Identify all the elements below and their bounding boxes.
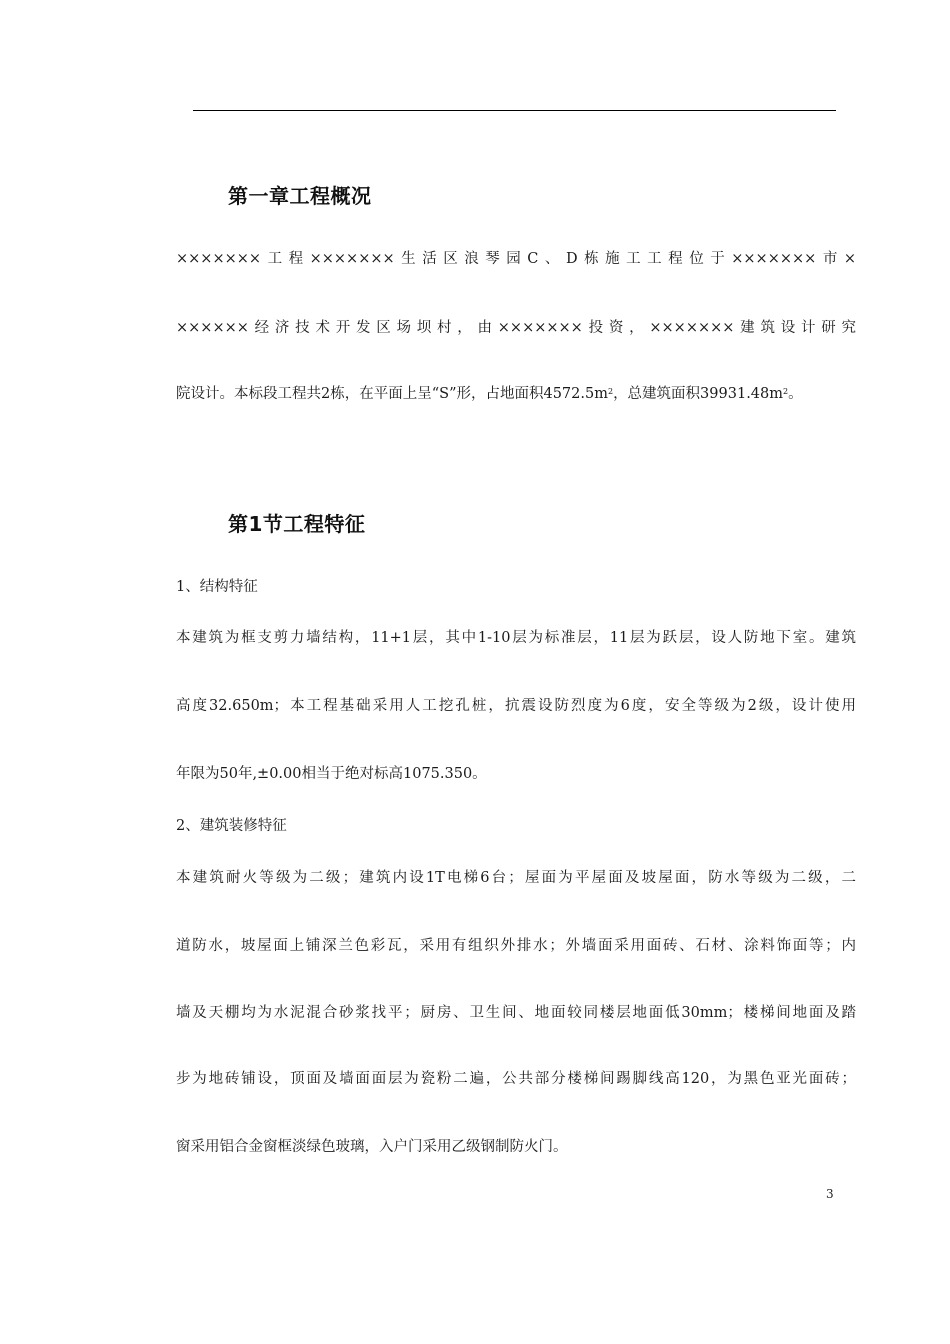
decoration-line-3: 墙及天棚均为水泥混合砂浆找平；厨房、卫生间、地面较同楼层地面低30mm；楼梯间地面及踏	[176, 1005, 856, 1021]
decoration-title: 2、建筑装修特征	[176, 818, 287, 834]
structure-title: 1、结构特征	[176, 579, 258, 595]
header-rule	[193, 110, 836, 111]
decoration-line-1: 本建筑耐火等级为二级；建筑内设1T电梯6台；屋面为平屋面及坡屋面，防水等级为二级，二	[176, 870, 856, 886]
overview-line-3-text-a: 院设计。本标段工程共2栋，在平面上呈“S”形，占地面积4572.5m	[176, 386, 608, 402]
page-number: 3	[826, 1187, 834, 1201]
decoration-line-4: 步为地砖铺设，顶面及墙面面层为瓷粉二遍，公共部分楼梯间踢脚线高120，为黑色亚光面砖；	[176, 1071, 856, 1087]
overview-line-3-text-c: 。	[788, 386, 803, 402]
overview-line-1: ×××××××工程×××××××生活区浪琴园C、D栋施工工程位于×××××××市×	[176, 251, 856, 267]
decoration-line-2: 道防水，坡屋面上铺深兰色彩瓦，采用有组织外排水；外墙面采用面砖、石材、涂料饰面等；内	[176, 938, 856, 954]
overview-line-3	[176, 384, 856, 404]
superscript-2-b: 2	[783, 387, 789, 396]
chapter-heading: 第一章工程概况	[228, 184, 372, 208]
section-heading: 第1节工程特征	[228, 512, 366, 536]
superscript-2-a: 2	[607, 387, 614, 396]
decoration-line-5: 窗采用铝合金窗框淡绿色玻璃，入户门采用乙级钢制防火门。	[176, 1139, 568, 1155]
structure-line-1: 本建筑为框支剪力墙结构，11+1层，其中1-10层为标准层，11层为跃层，设人防地下室。建筑	[176, 630, 856, 646]
structure-line-3: 年限为50年,±0.00相当于绝对标高1075.350。	[176, 766, 487, 782]
overview-line-3-text-b: ，总建筑面积39931.48m	[613, 386, 783, 402]
structure-line-2: 高度32.650m；本工程基础采用人工挖孔桩，抗震设防烈度为6度，安全等级为2级，设计使用	[176, 698, 856, 714]
overview-line-2: ××××××经济技术开发区场坝村，由×××××××投资，×××××××建筑设计研究	[176, 320, 856, 336]
